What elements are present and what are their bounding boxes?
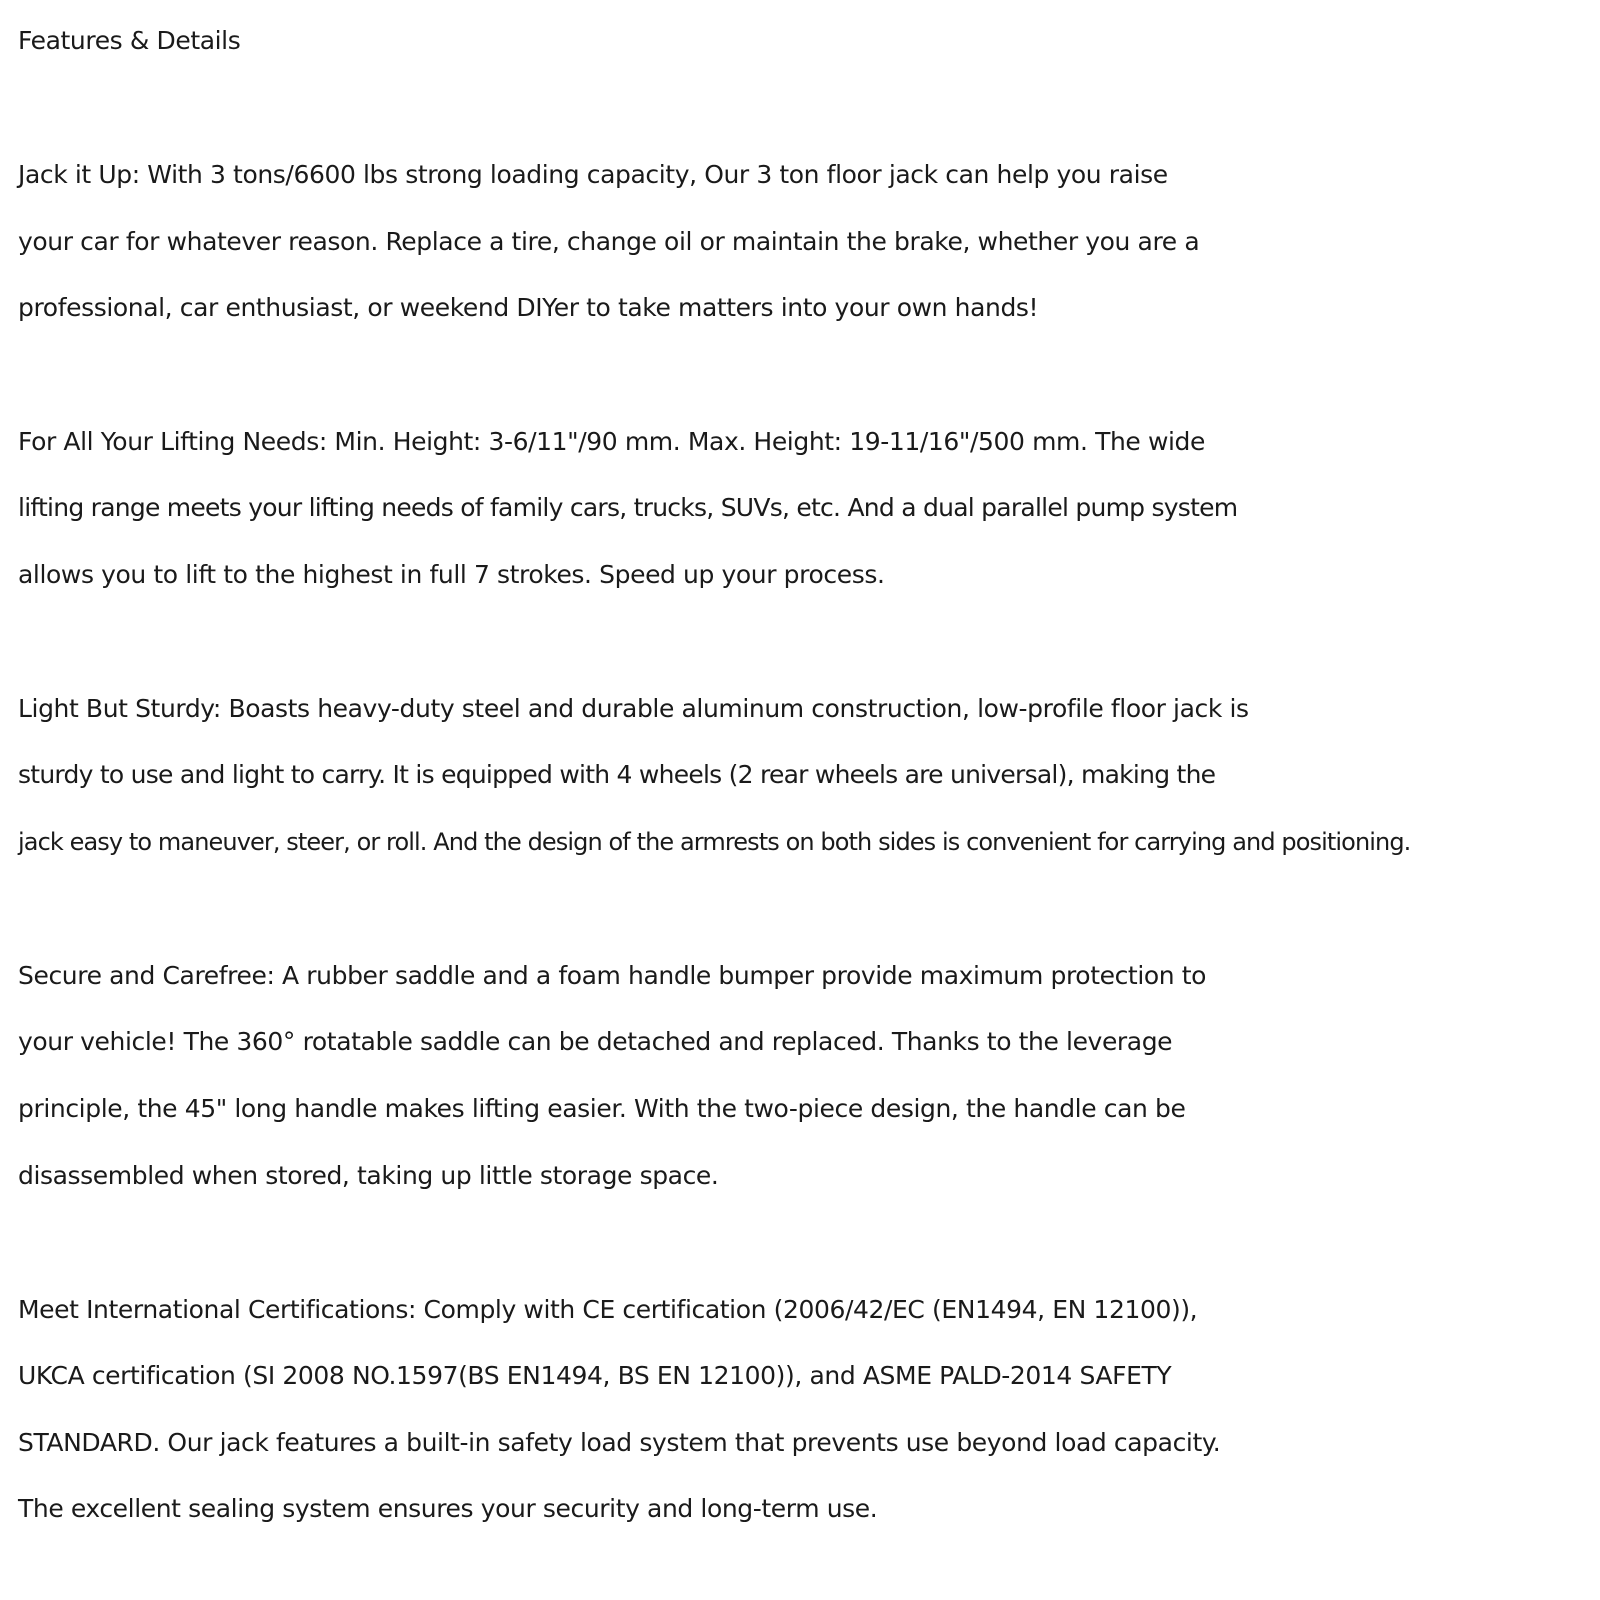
- paragraph-line: your car for whatever reason. Replace a tire, change oil or maintain the brake, whether you are a: [18, 227, 1200, 256]
- paragraph-line: principle, the 45" long handle makes lifting easier. With the two-piece design, the handle can be: [18, 1094, 1186, 1123]
- paragraph-line: Jack it Up: With 3 tons/6600 lbs strong loading capacity, Our 3 ton floor jack can help you raise: [18, 160, 1168, 189]
- paragraph-line: disassembled when stored, taking up little storage space.: [18, 1161, 719, 1190]
- paragraph-line: sturdy to use and light to carry. It is equipped with 4 wheels (2 rear wheels are universal), making the: [18, 760, 1216, 789]
- paragraph-line: Light But Sturdy: Boasts heavy-duty steel and durable aluminum construction, low-profile floor jack is: [18, 694, 1249, 723]
- paragraph-line: UKCA certification (SI 2008 NO.1597(BS EN1494, BS EN 12100)), and ASME PALD-2014 SAFETY: [18, 1361, 1172, 1390]
- paragraph-line: The excellent sealing system ensures your security and long-term use.: [18, 1494, 878, 1523]
- paragraph-line: professional, car enthusiast, or weekend DIYer to take matters into your own hands!: [18, 293, 1039, 322]
- paragraph-line: jack easy to maneuver, steer, or roll. And the design of the armrests on both sides is convenient for carrying and positioning.: [18, 828, 1411, 856]
- paragraph-line: your vehicle! The 360° rotatable saddle can be detached and replaced. Thanks to the leverage: [18, 1027, 1173, 1056]
- paragraph-line: STANDARD. Our jack features a built-in safety load system that prevents use beyond load capacity.: [18, 1428, 1221, 1457]
- paragraph-line: Meet International Certifications: Comply with CE certification (2006/42/EC (EN1494, EN 12100)),: [18, 1295, 1198, 1324]
- page-title: Features & Details: [18, 26, 241, 55]
- paragraph-line: Secure and Carefree: A rubber saddle and a foam handle bumper provide maximum protection to: [18, 961, 1207, 990]
- paragraph-line: allows you to lift to the highest in full 7 strokes. Speed up your process.: [18, 560, 885, 589]
- paragraph-line: For All Your Lifting Needs: Min. Height: 3-6/11"/90 mm. Max. Height: 19-11/16"/500 mm. The wide: [18, 427, 1205, 456]
- paragraph-line: lifting range meets your lifting needs of family cars, trucks, SUVs, etc. And a dual parallel pump system: [18, 493, 1238, 522]
